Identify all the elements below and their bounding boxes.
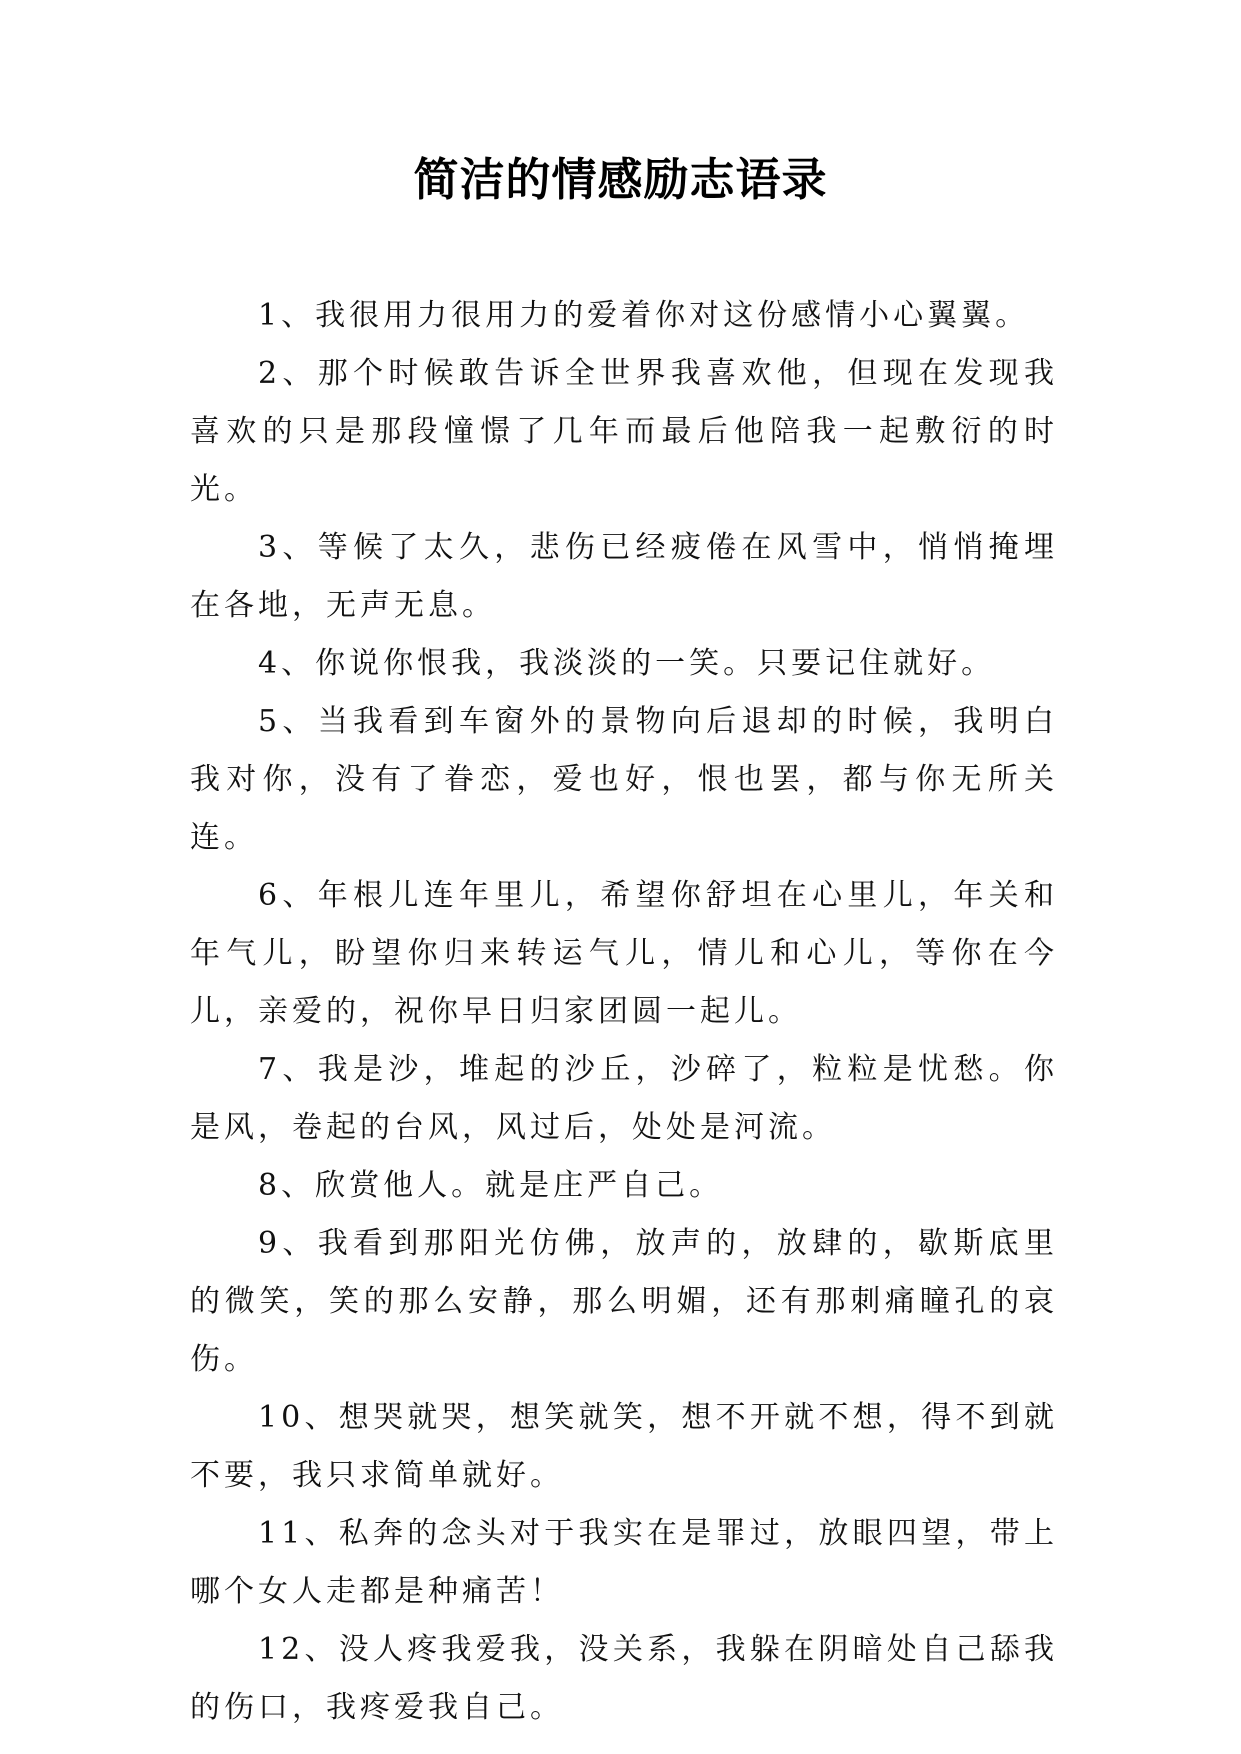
quote-paragraph-6: 6、年根儿连年里儿，希望你舒坦在心里儿，年关和年气儿，盼望你归来转运气儿，情儿和心儿，等你在今儿，亲爱的，祝你早日归家团圆一起儿。 (190, 878, 1058, 1029)
quote-paragraph-11: 11、私奔的念头对于我实在是罪过，放眼四望，带上哪个女人走都是种痛苦！ (190, 1516, 1058, 1609)
quote-paragraph-10: 10、想哭就哭，想笑就笑，想不开就不想，得不到就不要，我只求简单就好。 (190, 1400, 1058, 1493)
quote-paragraph-1: 1、我很用力很用力的爱着你对这份感情小心翼翼。 (258, 298, 1030, 333)
quote-paragraph-8: 8、欣赏他人。就是庄严自己。 (258, 1168, 724, 1203)
document-body (190, 287, 1058, 1737)
quote-paragraph-5: 5、当我看到车窗外的景物向后退却的时候，我明白我对你，没有了眷恋，爱也好，恨也罢，都与你无所关连。 (190, 704, 1058, 855)
quote-paragraph-9: 9、我看到那阳光仿佛，放声的，放肆的，歇斯底里的微笑，笑的那么安静，那么明媚，还有那刺痛瞳孔的哀伤。 (190, 1226, 1058, 1377)
quote-paragraph-12: 12、没人疼我爱我，没关系，我躲在阴暗处自己舔我的伤口，我疼爱我自己。 (190, 1632, 1058, 1725)
document-title: 简洁的情感励志语录 (413, 153, 828, 206)
quote-paragraph-3: 3、等候了太久，悲伤已经疲倦在风雪中，悄悄掩埋在各地，无声无息。 (190, 530, 1058, 623)
quote-paragraph-2: 2、那个时候敢告诉全世界我喜欢他，但现在发现我喜欢的只是那段憧憬了几年而最后他陪我一起敷衍的时光。 (190, 356, 1058, 507)
quote-paragraph-7: 7、我是沙，堆起的沙丘，沙碎了，粒粒是忧愁。你是风，卷起的台风，风过后，处处是河流。 (190, 1052, 1058, 1145)
quote-paragraph-4: 4、你说你恨我，我淡淡的一笑。只要记住就好。 (258, 646, 996, 681)
